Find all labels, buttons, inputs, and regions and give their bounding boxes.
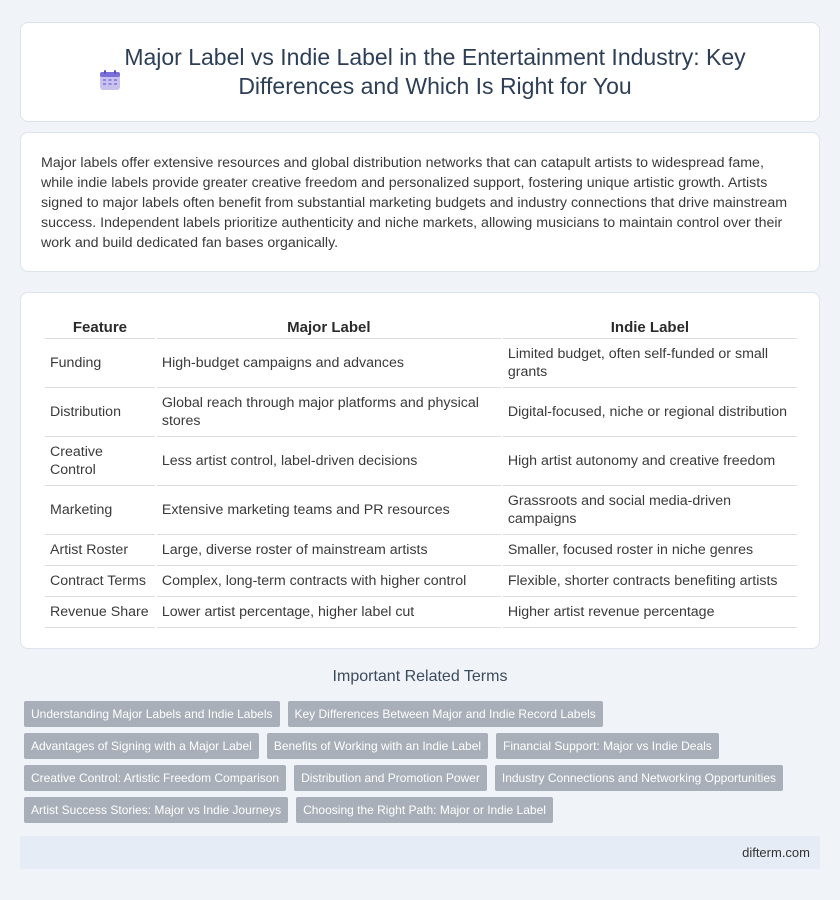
related-term-tag[interactable]: Artist Success Stories: Major vs Indie Journeys [24, 797, 288, 823]
related-term-tag[interactable]: Financial Support: Major vs Indie Deals [496, 733, 719, 759]
related-term-tag[interactable]: Key Differences Between Major and Indie Record Labels [288, 701, 603, 727]
row-feature: Distribution [45, 388, 155, 437]
related-term-tag[interactable]: Choosing the Right Path: Major or Indie Label [296, 797, 553, 823]
related-term-tag[interactable]: Creative Control: Artistic Freedom Comparison [24, 765, 286, 791]
tag-row [24, 733, 719, 759]
row-feature: Artist Roster [45, 535, 155, 566]
comparison-table [43, 313, 799, 628]
table-row [45, 486, 797, 535]
row-indie: Grassroots and social media-driven campaigns [503, 486, 797, 535]
table-row [45, 597, 797, 628]
related-term-tag[interactable]: Industry Connections and Networking Opportunities [495, 765, 783, 791]
intro-paragraph: Major labels offer extensive resources and global distribution networks that can catapult artists to widespread fame, while indie labels provide greater creative freedom and personalized support, fostering unique artistic growth. Artists signed to major labels often benefit from substantial marketing budgets and industry connections that drive mainstream success. Independent labels prioritize authenticity and niche markets, allowing musicians to maintain control over their work and build dedicated fan bases organically. [41, 155, 788, 251]
page-title: Major Label vs Indie Label in the Entertainment Industry: Key Differences and Which Is Right for You [124, 44, 746, 99]
row-feature: Creative Control [45, 437, 155, 486]
row-major: Large, diverse roster of mainstream artists [157, 535, 501, 566]
tag-row [24, 765, 783, 791]
related-term-tag[interactable]: Benefits of Working with an Indie Label [267, 733, 488, 759]
table-row [45, 339, 797, 388]
row-indie: Higher artist revenue percentage [503, 597, 797, 628]
row-indie: Digital-focused, niche or regional distribution [503, 388, 797, 437]
related-terms-heading: Important Related Terms [332, 668, 508, 685]
row-major: Global reach through major platforms and physical stores [157, 388, 501, 437]
header-indie-label: Indie Label [503, 313, 797, 339]
row-feature: Marketing [45, 486, 155, 535]
row-major: Extensive marketing teams and PR resources [157, 486, 501, 535]
related-term-tag[interactable]: Understanding Major Labels and Indie Labels [24, 701, 280, 727]
intro-card [20, 132, 820, 272]
table-header-row [45, 313, 797, 339]
footer-site-link[interactable]: difterm.com [742, 845, 810, 860]
row-indie: Limited budget, often self-funded or small grants [503, 339, 797, 388]
row-major: Less artist control, label-driven decisions [157, 437, 501, 486]
table-row [45, 437, 797, 486]
table-row [45, 566, 797, 597]
footer [20, 836, 820, 869]
row-major: High-budget campaigns and advances [157, 339, 501, 388]
related-term-tag[interactable]: Advantages of Signing with a Major Label [24, 733, 259, 759]
tag-row [24, 797, 553, 823]
comparison-table-card [20, 292, 820, 649]
related-term-tag[interactable]: Distribution and Promotion Power [294, 765, 487, 791]
table-row [45, 388, 797, 437]
title-card [20, 22, 820, 122]
row-feature: Revenue Share [45, 597, 155, 628]
row-feature: Funding [45, 339, 155, 388]
table-row [45, 535, 797, 566]
tag-row [24, 701, 603, 727]
row-indie: Smaller, focused roster in niche genres [503, 535, 797, 566]
row-indie: High artist autonomy and creative freedom [503, 437, 797, 486]
row-major: Complex, long-term contracts with higher control [157, 566, 501, 597]
header-feature: Feature [45, 313, 155, 339]
header-major-label: Major Label [157, 313, 501, 339]
row-feature: Contract Terms [45, 566, 155, 597]
row-indie: Flexible, shorter contracts benefiting artists [503, 566, 797, 597]
row-major: Lower artist percentage, higher label cut [157, 597, 501, 628]
